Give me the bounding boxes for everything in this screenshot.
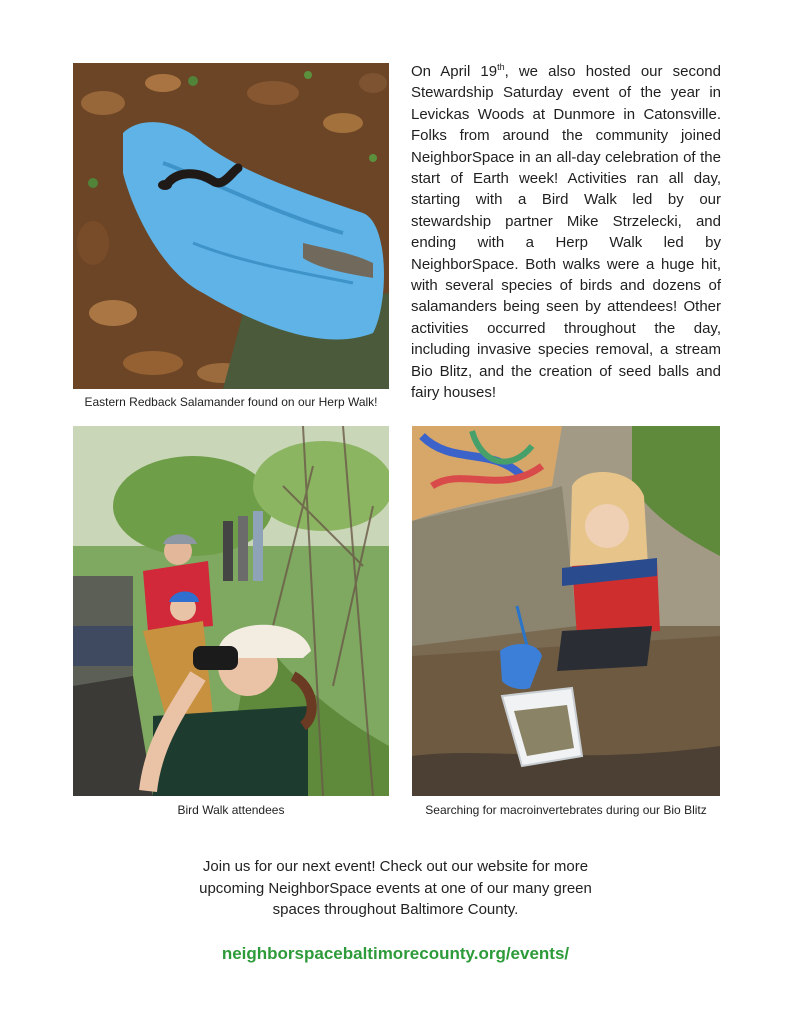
bio-blitz-caption: Searching for macroinvertebrates during our Bio Blitz <box>425 803 707 817</box>
story-superscript: th <box>497 62 505 72</box>
story-lead: On April 19 <box>411 63 498 80</box>
story-body: , we also hosted our second Stewardship Saturday event of the year in Levickas Woods at Dunmore in Catonsville. Folks from around the community joined NeighborSpace in an all-day celebration of the start of Earth week! Activities ran all day, starting with a Bird Walk led by our stewardship partner Mike Strzelecki, and ending with a Herp Walk led by NeighborSpace. Both walks were a huge hit, with several species of birds and dozens of salamanders being seen by attendees! Other activities occurred throughout the day, including invasive species removal, a stream Bio Blitz, and the creation of seed balls and fairy houses! <box>411 63 721 402</box>
event-story <box>411 61 721 404</box>
next-event-invitation: Join us for our next event! Check out our website for more upcoming NeighborSpace events at one of our many green spaces throughout Baltimore County. <box>199 858 592 918</box>
salamander-photo <box>73 63 389 389</box>
salamander-caption: Eastern Redback Salamander found on our Herp Walk! <box>84 395 378 409</box>
bio-blitz-photo <box>412 426 720 796</box>
events-link[interactable]: neighborspacebaltimorecounty.org/events/ <box>221 944 570 963</box>
bird-walk-caption: Bird Walk attendees <box>177 803 285 817</box>
bird-walk-photo <box>73 426 389 796</box>
